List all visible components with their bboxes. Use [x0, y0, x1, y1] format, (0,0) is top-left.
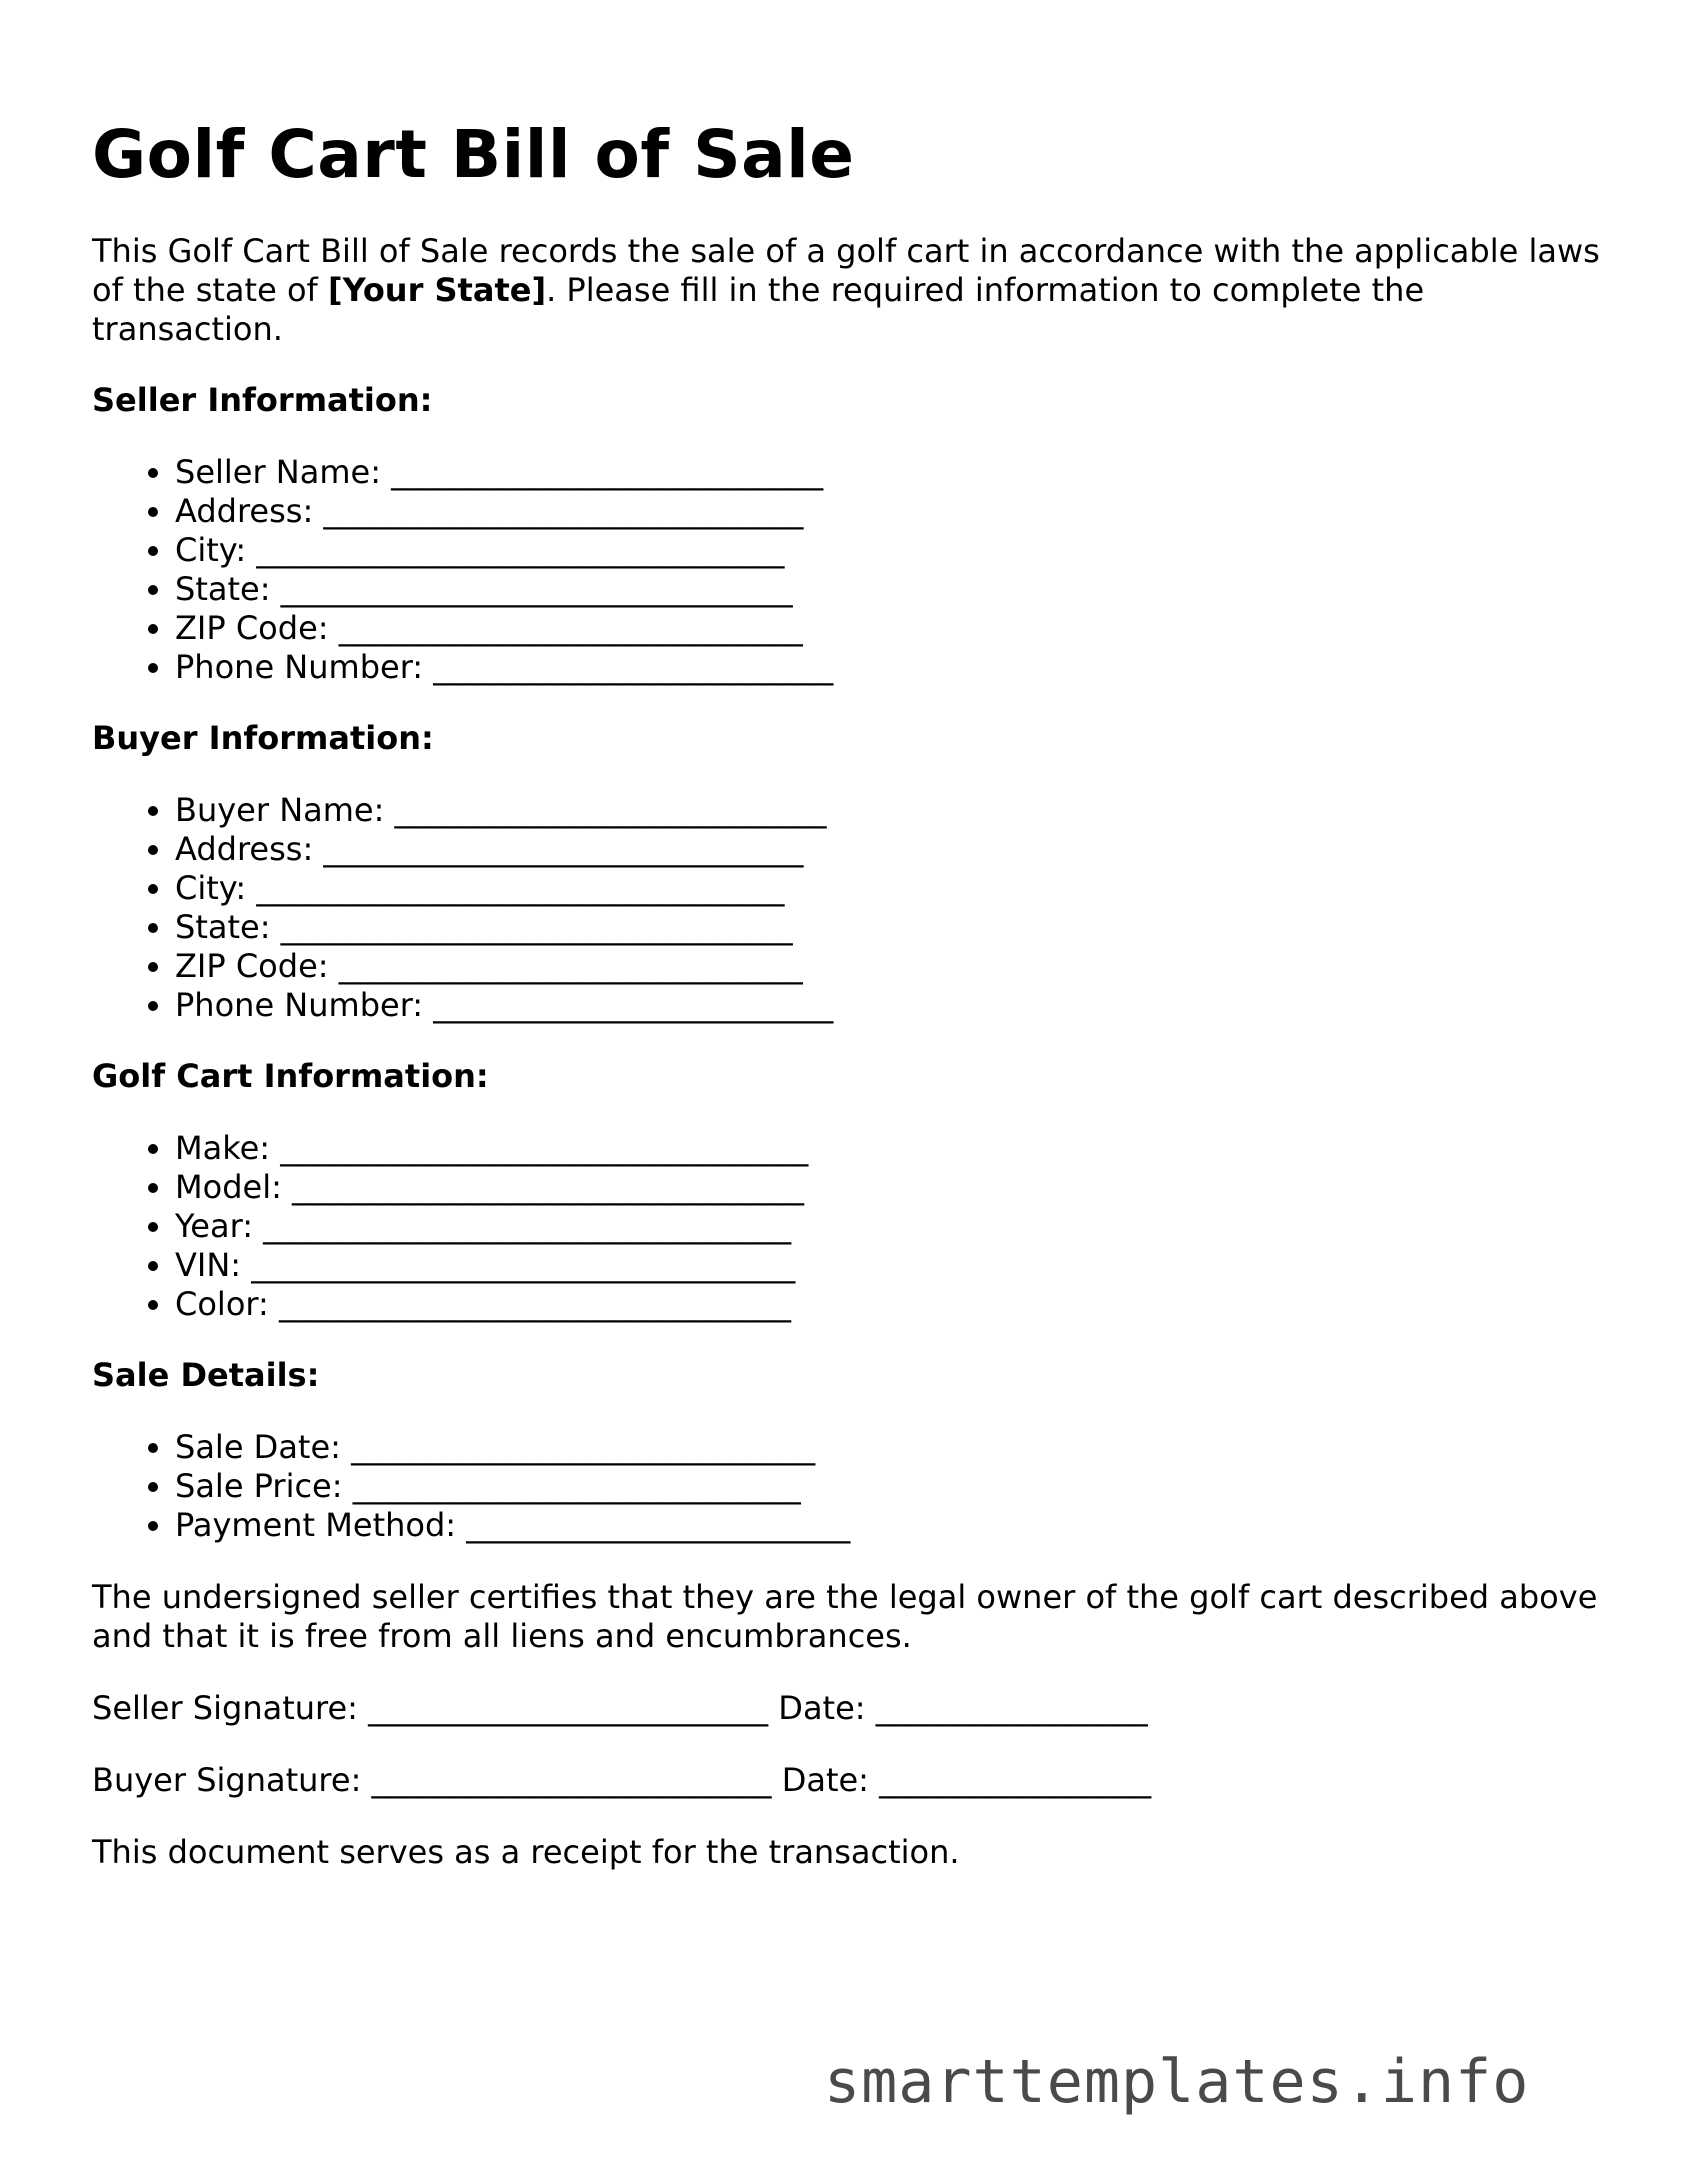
seller-name-field: • Seller Name: ___________________________ [175, 453, 1612, 492]
seller-address-field: • Address: ______________________________ [175, 492, 1612, 531]
cart-color-field: • Color: ________________________________ [175, 1285, 1612, 1324]
buyer-info-list [92, 791, 1612, 1025]
document-page [92, 110, 1612, 1872]
buyer-name-field: • Buyer Name: ___________________________ [175, 791, 1612, 830]
cart-make-field: • Make: _________________________________ [175, 1129, 1612, 1168]
sale-details-heading: Sale Details: [92, 1356, 320, 1394]
seller-info-list [92, 453, 1612, 687]
seller-info-heading: Seller Information: [92, 381, 433, 419]
buyer-zip-field: • ZIP Code: _____________________________ [175, 947, 1612, 986]
buyer-address-field: • Address: ______________________________ [175, 830, 1612, 869]
cart-year-field: • Year: _________________________________ [175, 1207, 1612, 1246]
golf-cart-info-list [92, 1129, 1612, 1324]
intro-text-before: This Golf Cart Bill of Sale records the sale of a golf cart in accordance with the applicable laws of the state of [92, 232, 1600, 309]
buyer-phone-field: • Phone Number: _________________________ [175, 986, 1612, 1025]
state-placeholder: [Your State] [327, 271, 547, 309]
buyer-city-field: • City: _________________________________ [175, 869, 1612, 908]
sale-price-field: • Sale Price: ____________________________ [175, 1467, 1612, 1506]
seller-city-field: • City: _________________________________ [175, 531, 1612, 570]
cart-vin-field: • VIN: __________________________________ [175, 1246, 1612, 1285]
buyer-signature-line: Buyer Signature: _________________________ Date: _________________ [92, 1761, 1152, 1799]
site-watermark: smarttemplates.info [824, 2047, 1530, 2117]
sale-details-list [92, 1428, 1612, 1545]
buyer-state-field: • State: ________________________________ [175, 908, 1612, 947]
golf-cart-info-heading: Golf Cart Information: [92, 1057, 489, 1095]
intro-text-after: . Please fill in the required information to complete the transaction. [92, 271, 1425, 348]
seller-state-field: • State: ________________________________ [175, 570, 1612, 609]
intro-paragraph [92, 232, 1612, 349]
seller-phone-field: • Phone Number: _________________________ [175, 648, 1612, 687]
document-title: Golf Cart Bill of Sale [92, 116, 855, 193]
seller-zip-field: • ZIP Code: _____________________________ [175, 609, 1612, 648]
buyer-info-heading: Buyer Information: [92, 719, 434, 757]
sale-date-field: • Sale Date: _____________________________ [175, 1428, 1612, 1467]
receipt-statement: This document serves as a receipt for the transaction. [92, 1833, 960, 1871]
payment-method-field: • Payment Method: ________________________ [175, 1506, 1612, 1545]
seller-certification: The undersigned seller certifies that they are the legal owner of the golf cart described above and that it is free from all liens and encumbrances. [92, 1578, 1598, 1655]
cart-model-field: • Model: ________________________________ [175, 1168, 1612, 1207]
seller-signature-line: Seller Signature: _________________________ Date: _________________ [92, 1689, 1148, 1727]
